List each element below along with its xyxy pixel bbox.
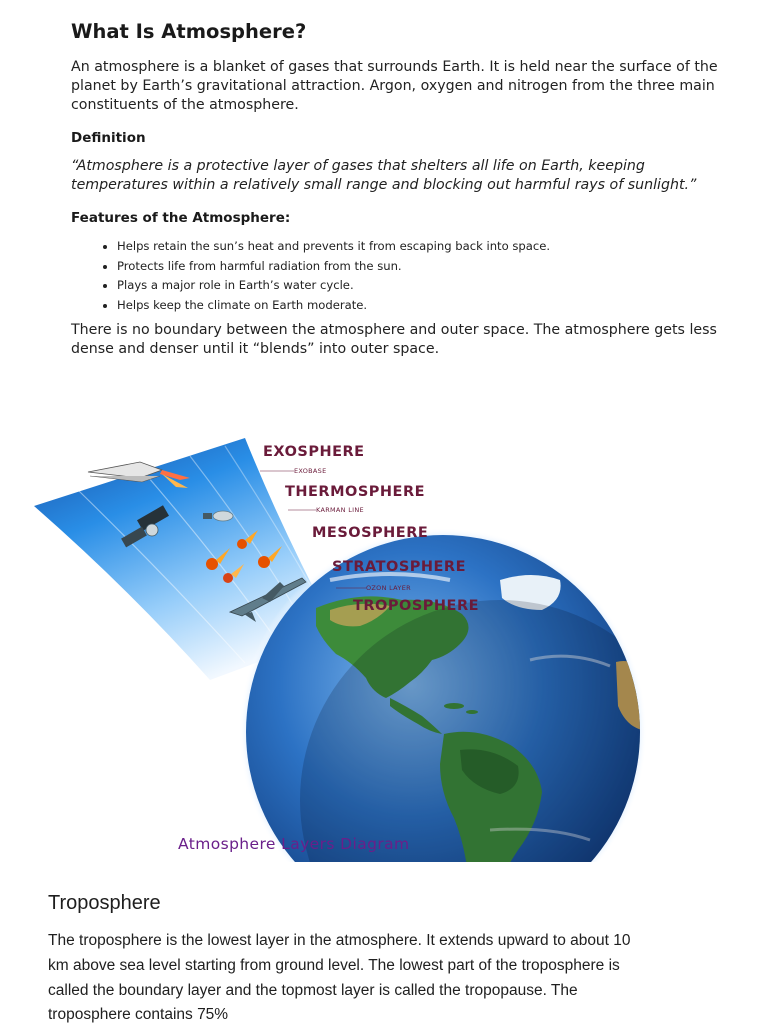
list-item: • Protects life from harmful radiation from the sun. [117, 257, 731, 277]
exobase-label: EXOBASE [294, 467, 327, 475]
features-list [71, 237, 731, 315]
troposphere-paragraph: The troposphere is the lowest layer in the atmosphere. It extends upward to about 10 km above sea level starting from ground level. The lowest part of the troposphere is called the boundary layer and the topmost layer is called the tropopause. The troposphere contains 75% [48, 932, 631, 1024]
features-heading: Features of the Atmosphere: [71, 210, 291, 226]
intro-paragraph: An atmosphere is a blanket of gases that surrounds Earth. It is held near the surface of the planet by Earth’s gravitational attraction. Argon, oxygen and nitrogen from the three main constituents of the atmosphere. [71, 59, 718, 113]
atmosphere-section [71, 18, 731, 359]
ozone-layer-label: OZON LAYER [366, 584, 411, 592]
list-item: • Plays a major role in Earth’s water cycle. [117, 276, 731, 296]
exosphere-label: EXOSPHERE [263, 444, 365, 460]
thermosphere-label: THERMOSPHERE [285, 484, 426, 500]
diagram-svg [30, 430, 670, 862]
definition-heading: Definition [71, 130, 146, 146]
stratosphere-label: STRATOSPHERE [332, 559, 466, 575]
list-item: • Helps keep the climate on Earth moderate. [117, 296, 731, 316]
atmosphere-layers-diagram [30, 430, 670, 862]
karman-line-label: KARMAN LINE [316, 506, 364, 514]
troposphere-label: TROPOSPHERE [353, 598, 480, 614]
page-title: What Is Atmosphere? [71, 20, 307, 43]
troposphere-section [48, 890, 648, 1028]
troposphere-heading: Troposphere [48, 892, 161, 914]
definition-quote: “Atmosphere is a protective layer of gases that shelters all life on Earth, keeping temperatures within a relatively small range and blocking out harmful rays of sunlight.” [71, 158, 697, 193]
mesosphere-label: MESOSPHERE [312, 525, 429, 541]
boundary-paragraph: There is no boundary between the atmosphere and outer space. The atmosphere gets less dense and denser until it “blends” into outer space. [71, 322, 717, 357]
diagram-caption: Atmosphere Layers Diagram [178, 835, 410, 853]
list-item: • Helps retain the sun’s heat and prevents it from escaping back into space. [117, 237, 731, 257]
